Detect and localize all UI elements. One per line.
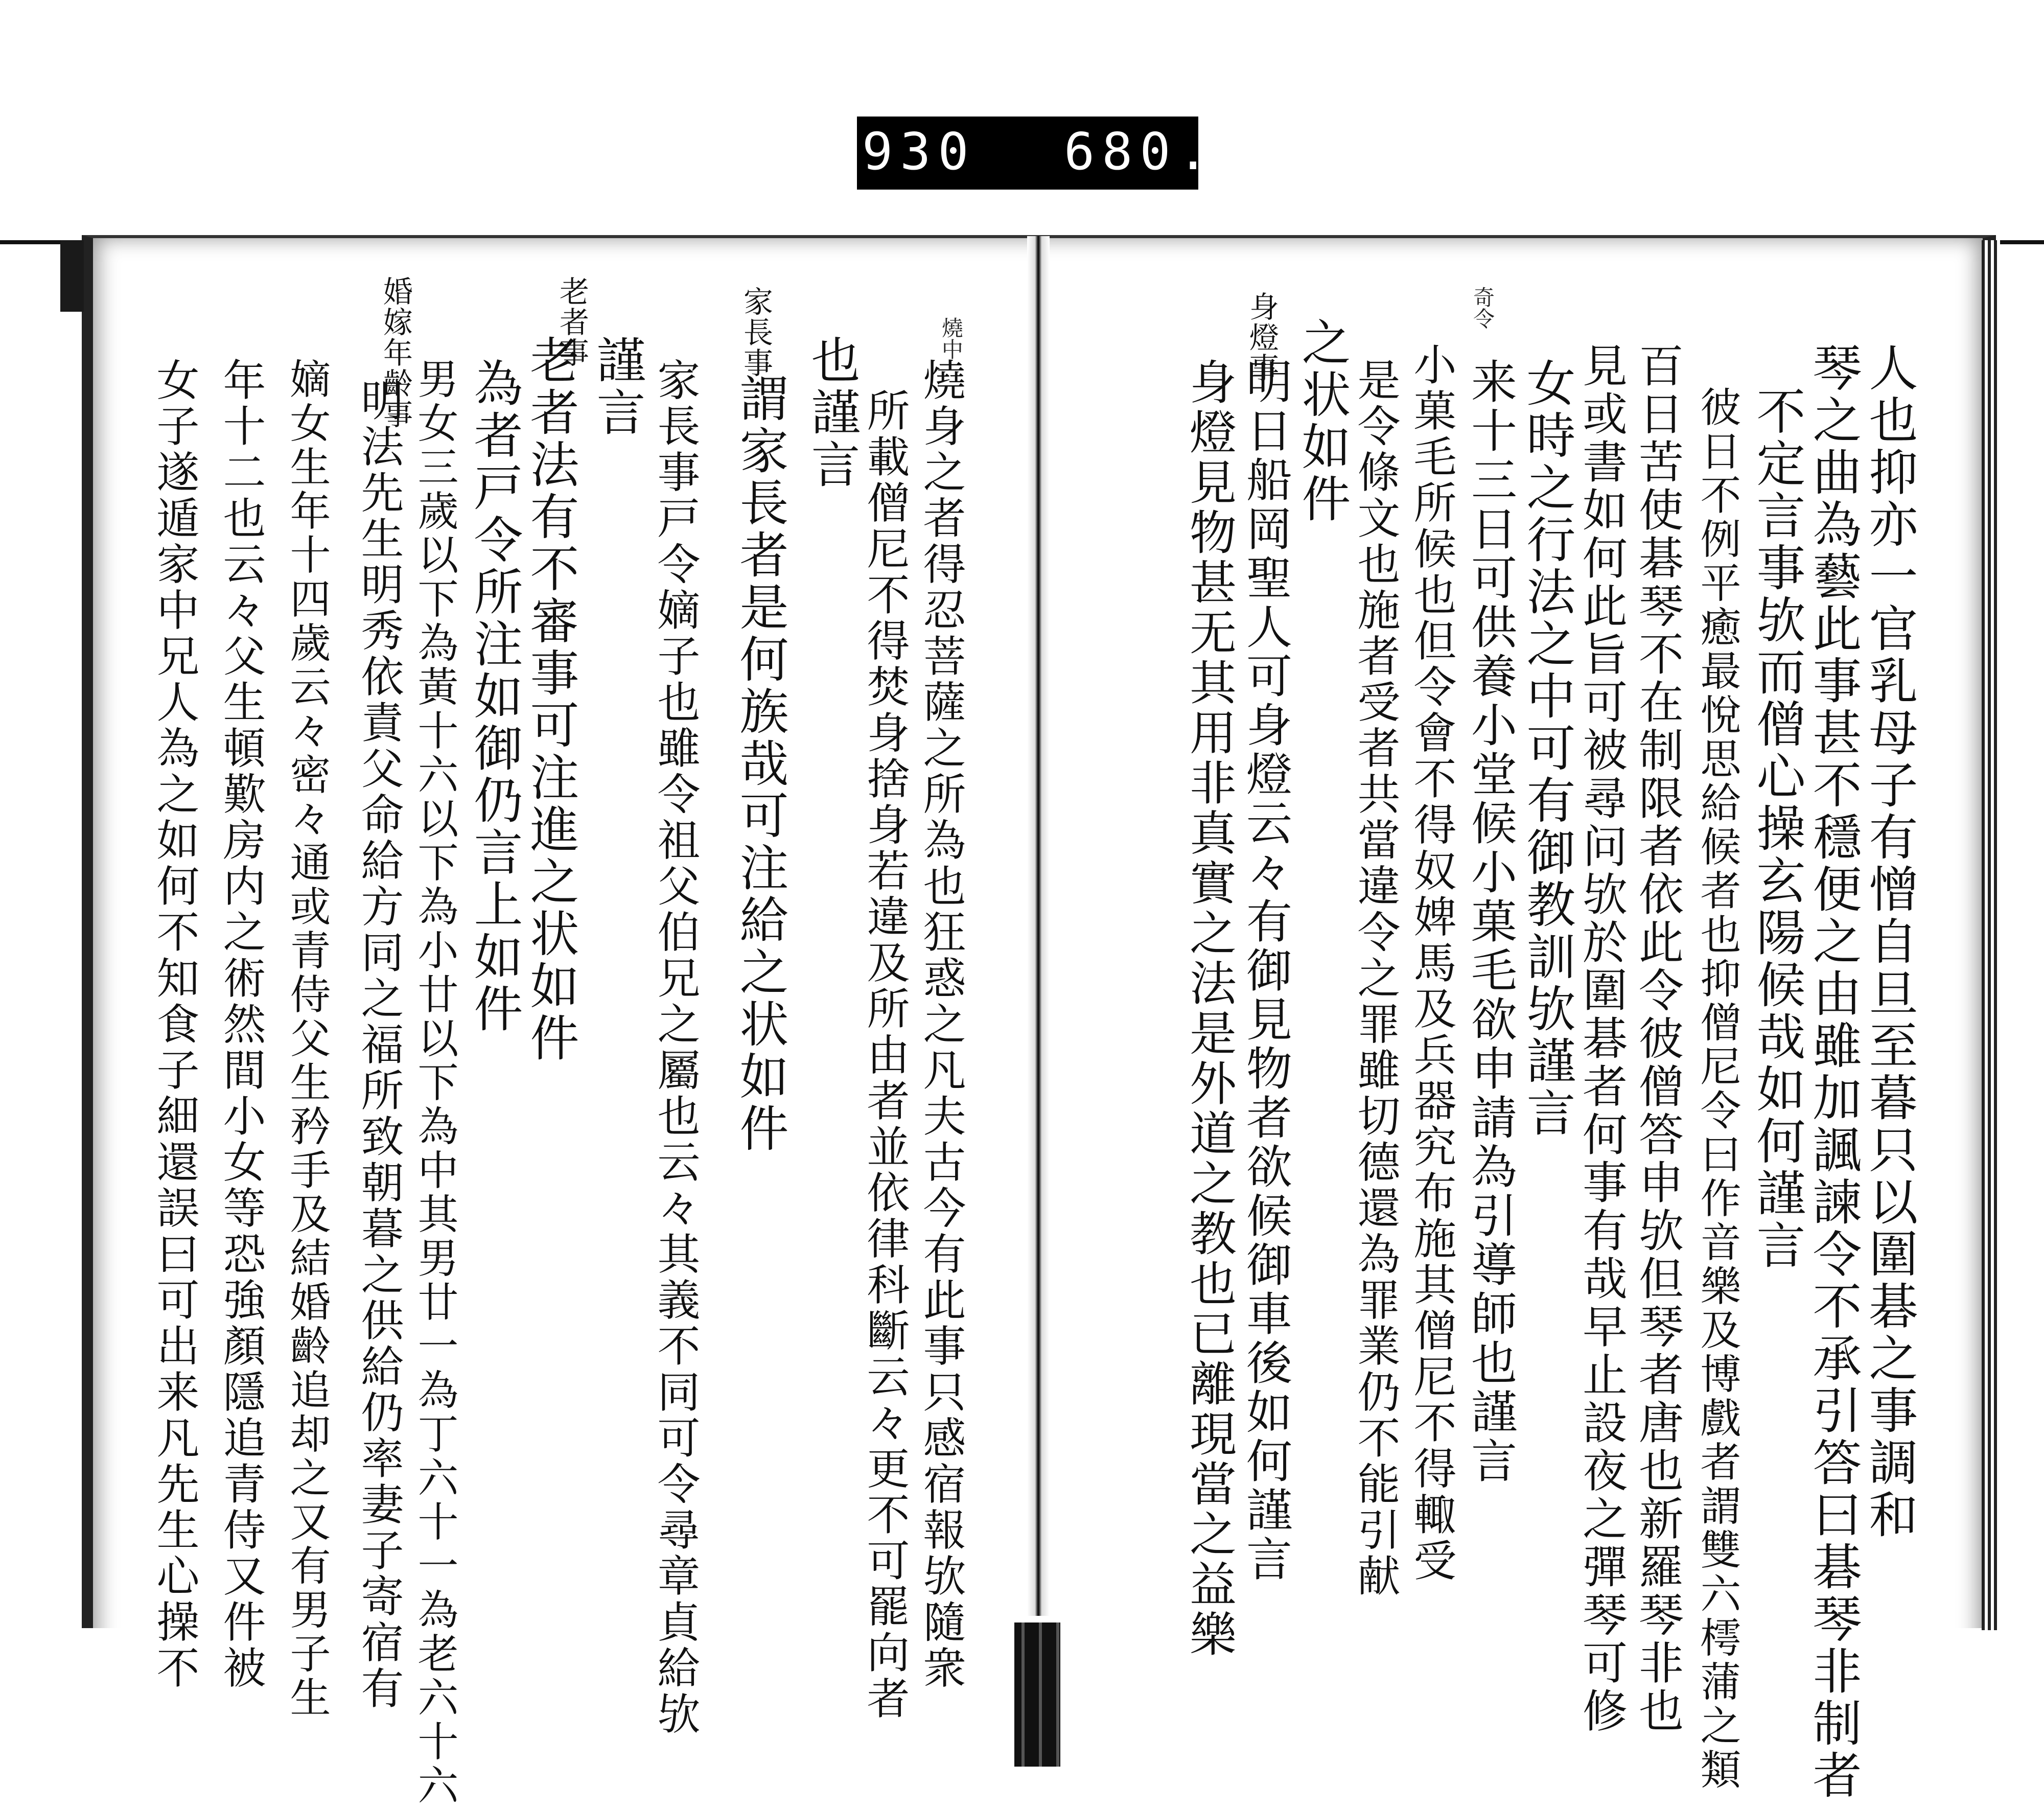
right-col-9: 小菓毛所候也但令會不得奴婢馬及兵器究布施其僧尼不得輙受 (1407, 342, 1457, 1584)
right-edge-stack (1982, 240, 2000, 1630)
left-col-3: 也謹言 (803, 335, 861, 491)
right-col-3: 不定言事欤而僧心操玄陽候哉如何謹言 (1749, 386, 1806, 1272)
left-col-9: 男女三歲以下為黃十六以下為小廿以下為中其男廿一為丁六十一為老六十六 (411, 358, 458, 1808)
gutter (1027, 236, 1050, 1616)
right-col-10: 是令條文也施者受者共當違令之罪雖切德還為罪業仍不能引献 (1351, 358, 1401, 1600)
left-heading-family-head: 家長事 (738, 286, 773, 378)
left-col-1: 燒身之者得忍菩薩之所為也狂惑之凡夫古今有此事只感宿報欤隨衆 (916, 358, 966, 1691)
left-col-2: 所載僧尼不得焚身捨身若違及所由者並依律科斷云々更不可罷向者 (860, 388, 910, 1722)
left-col-4: 謂家長者是何族哉可注給之状如件 (732, 373, 789, 1155)
film-label (857, 117, 1216, 190)
right-col-8: 来十三日可供養小堂候小菓毛欲申請為引導師也謹言 (1463, 358, 1517, 1486)
right-col-1: 人也抑亦一官乳母子有憎自旦至暮只以圍碁之事調和 (1861, 342, 1918, 1541)
left-edge-stack (60, 240, 84, 312)
left-col-11: 嫡女生年十四歲云々密々通或青侍父生矜手及結婚齡追却之又有男子生 (283, 358, 331, 1720)
left-note: 燒中 (939, 317, 964, 360)
right-note: 奇令 (1470, 286, 1495, 329)
left-col-10: 明法先生明秀依責父命給方同之福所致朝暮之供給仍率妻子寄宿有 (354, 378, 404, 1712)
left-heading-marriage-age: 婚嫁年齡事 (378, 276, 413, 429)
left-col-12: 年十二也云々父生頓歎房内之術然間小女等恐強顏隱追青侍又件被 (216, 358, 266, 1691)
left-col-7: 老者法有不審事可注進之状如件 (522, 335, 579, 1064)
right-col-5: 百日苦使碁琴不在制限者依此令彼僧答申欤但琴者唐也新羅琴非也 (1632, 342, 1684, 1735)
right-col-13: 身燈見物甚无其用非真實之法是外道之教也已離現當之益樂 (1182, 358, 1237, 1660)
left-heading-elderly: 老者事 (554, 276, 589, 368)
left-col-13: 女子遂遁家中兄人為之如何不知食子細還誤曰可出来凡先生心操不 (150, 358, 200, 1691)
right-col-2: 琴之曲為藝此事甚不穩便之由雖加諷諫令不承引答曰碁琴非制者 (1805, 342, 1862, 1802)
right-col-7: 女時之行法之中可有御教訓欤謹言 (1519, 358, 1576, 1140)
right-col-11: 之状如件 (1294, 317, 1351, 525)
right-col-12: 明日船岡聖人可身燈云々有御見物者欲候御車後如何謹言 (1238, 358, 1292, 1584)
right-heading-body-burning: 身燈事 (1244, 291, 1279, 383)
left-col-6: 謹言 (589, 335, 646, 439)
label-left-number: 930 (862, 122, 976, 181)
left-col-8: 為者戸令所注如御仍言上如件 (466, 358, 523, 1035)
label-right-number: 680. (1064, 122, 1216, 181)
right-col-4: 彼日不例平癒最悅思給候者也抑僧尼令曰作音樂及博戲者謂雙六樗蒲之類 (1693, 386, 1741, 1792)
right-col-6: 見或書如何此旨可被尋问欤於圍碁者何事有哉早止設夜之彈琴可修 (1575, 342, 1628, 1735)
gutter-binding (1014, 1622, 1060, 1767)
left-col-5: 家長事戸令嫡子也雖令祖父伯兄之屬也云々其義不同可令尋章貞給欤 (651, 358, 701, 1737)
